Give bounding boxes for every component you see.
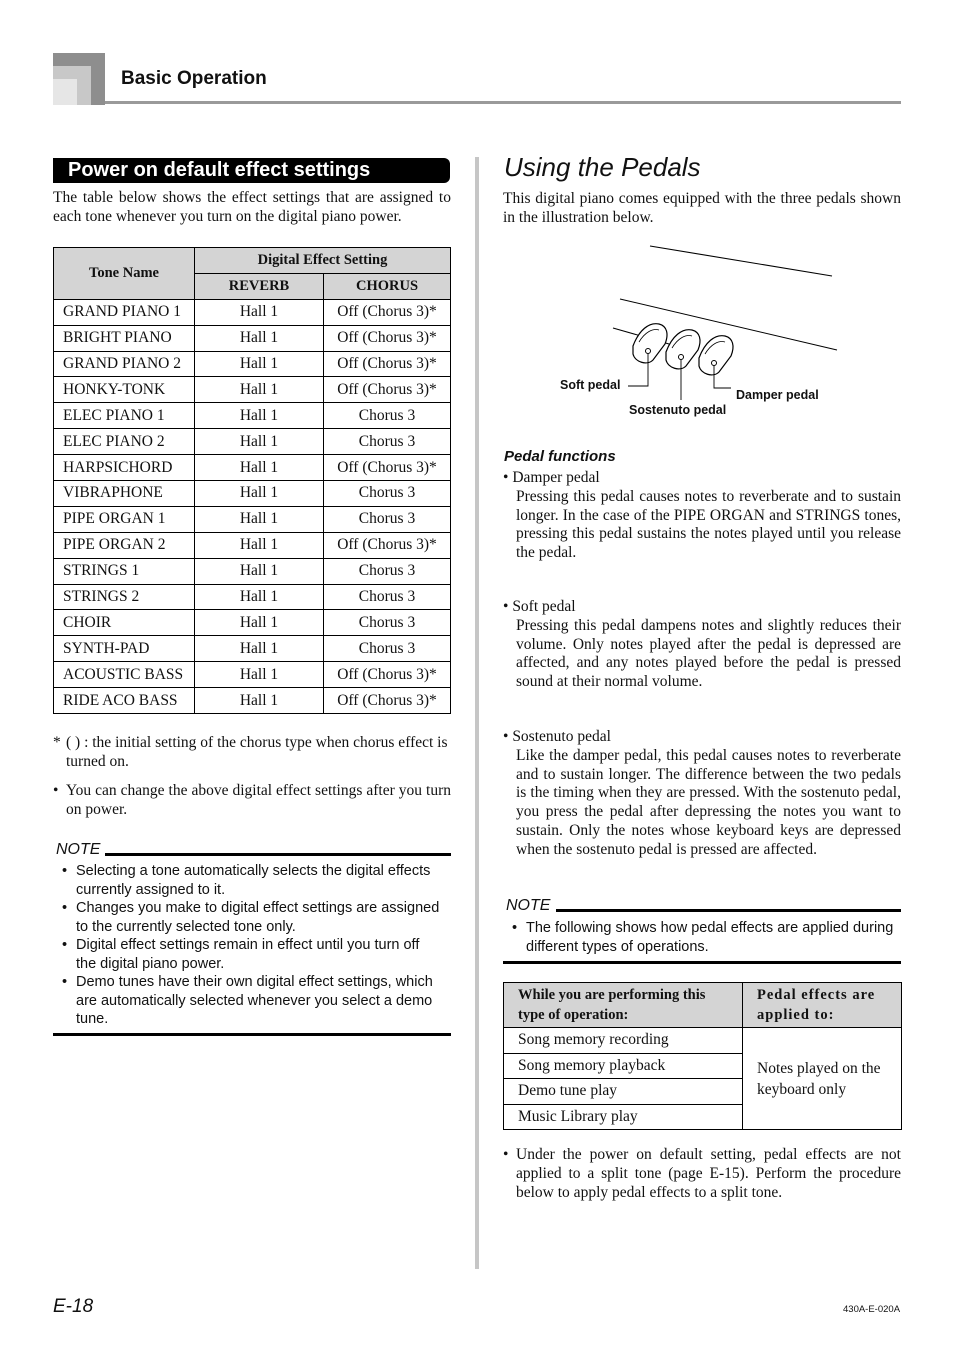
pedal-function-sostenuto: • Sostenuto pedal Like the damper pedal, this pedal causes notes to reverberate and to sustain longer. The difference between the two pedals is the timing when they are pressed. With the sostenuto pedal, you press the pedal after depressing the notes you want to sustain. Only the notes whose keyboard keys are depressed when the sostenuto pedal is pressed are affected. bbox=[503, 728, 901, 858]
note-rule bbox=[105, 853, 451, 856]
chorus-cell: Chorus 3 bbox=[324, 636, 451, 662]
tone-name-cell: RIDE ACO BASS bbox=[54, 688, 195, 714]
note-bottom-rule bbox=[53, 1033, 451, 1036]
tone-name-cell: GRAND PIANO 2 bbox=[54, 351, 195, 377]
chorus-cell: Off (Chorus 3)* bbox=[324, 688, 451, 714]
op-column-header-applied: Pedal effects are applied to: bbox=[743, 983, 902, 1028]
tone-name-cell: PIPE ORGAN 2 bbox=[54, 532, 195, 558]
reverb-cell: Hall 1 bbox=[195, 377, 324, 403]
chorus-cell: Off (Chorus 3)* bbox=[324, 351, 451, 377]
reverb-cell: Hall 1 bbox=[195, 558, 324, 584]
tone-name-cell: ELEC PIANO 2 bbox=[54, 429, 195, 455]
chorus-cell: Chorus 3 bbox=[324, 403, 451, 429]
note-item: • Selecting a tone automatically selects the digital effects currently assigned to it. bbox=[62, 863, 431, 898]
footnote-asterisk: * bbox=[53, 734, 61, 751]
reverb-cell: Hall 1 bbox=[195, 610, 324, 636]
reverb-cell: Hall 1 bbox=[195, 325, 324, 351]
bullet-text: Under the power on default setting, pedal effects are not applied to a split tone (page E-15). Perform the procedure below to apply pedal effects to a split tone. bbox=[516, 1146, 901, 1201]
table-footnote bbox=[53, 734, 451, 771]
sostenuto-pedal-label: Sostenuto pedal bbox=[629, 403, 727, 417]
table-row bbox=[54, 455, 451, 481]
reverb-cell: Hall 1 bbox=[195, 429, 324, 455]
note-item: • The following shows how pedal effects are applied during different types of operations. bbox=[512, 920, 894, 955]
footnote-text: ( ) : the initial setting of the chorus type when chorus effect is turned on. bbox=[66, 734, 448, 770]
soft-pedal-label: Soft pedal bbox=[560, 378, 621, 392]
op-column-header-operation: While you are performing this type of operation: bbox=[504, 983, 743, 1028]
tone-name-cell: SYNTH-PAD bbox=[54, 636, 195, 662]
document-code: 430A-E-020A bbox=[843, 1304, 901, 1315]
tone-name-cell: STRINGS 2 bbox=[54, 584, 195, 610]
tone-name-cell: CHOIR bbox=[54, 610, 195, 636]
reverb-cell: Hall 1 bbox=[195, 299, 324, 325]
op-row: Demo tune play bbox=[504, 1079, 743, 1105]
tone-name-cell: STRINGS 1 bbox=[54, 558, 195, 584]
op-row: Song memory playback bbox=[504, 1053, 743, 1079]
op-row: Music Library play bbox=[504, 1104, 743, 1130]
operation-table bbox=[503, 982, 902, 1130]
header-graphic-inner bbox=[53, 79, 77, 105]
tone-name-cell: GRAND PIANO 1 bbox=[54, 299, 195, 325]
reverb-cell: Hall 1 bbox=[195, 481, 324, 507]
table-row bbox=[54, 299, 451, 325]
table-row bbox=[54, 610, 451, 636]
tone-name-cell: VIBRAPHONE bbox=[54, 481, 195, 507]
table-row bbox=[54, 584, 451, 610]
bullet-dot: • bbox=[53, 782, 59, 799]
function-text: Like the damper pedal, this pedal causes notes to reverberate and to sustain longer. The difference between the two pedals is the timing when they are pressed. With the sostenuto pedal, you press the pedal after depressing the notes you want to sustain. Only the notes whose keyboard keys are depressed when the sostenuto pedal is pressed are affected. bbox=[516, 746, 901, 858]
pedals-intro: This digital piano comes equipped with the three pedals shown in the illustration below. bbox=[503, 190, 901, 226]
chapter-title: Basic Operation bbox=[121, 68, 267, 89]
op-applied-cell: Notes played on the keyboard only bbox=[743, 1028, 902, 1130]
pedal-functions-heading: Pedal functions bbox=[504, 448, 616, 465]
chorus-cell: Chorus 3 bbox=[324, 558, 451, 584]
note-label-right: NOTE bbox=[506, 897, 551, 914]
tone-name-cell: HARPSICHORD bbox=[54, 455, 195, 481]
function-text: Pressing this pedal causes notes to reverberate and to sustain longer. In the case of the PIPE ORGAN and STRINGS tones, pressing this pedal sustains the notes played until you release the pedal. bbox=[516, 487, 901, 562]
tone-name-cell: HONKY-TONK bbox=[54, 377, 195, 403]
chorus-cell: Chorus 3 bbox=[324, 429, 451, 455]
reverb-cell: Hall 1 bbox=[195, 506, 324, 532]
note-item: • Changes you make to digital effect settings are assigned to the currently selected tone only. bbox=[62, 900, 440, 935]
note-item: • Demo tunes have their own digital effect settings, which are automatically selected whenever you select a demo tune. bbox=[62, 974, 433, 1027]
table-row bbox=[54, 558, 451, 584]
table-row bbox=[54, 636, 451, 662]
table-row bbox=[54, 377, 451, 403]
chorus-cell: Off (Chorus 3)* bbox=[324, 377, 451, 403]
table-row bbox=[54, 481, 451, 507]
function-name: Damper pedal bbox=[512, 469, 600, 486]
page-title: Using the Pedals bbox=[504, 152, 701, 182]
pedal-function-soft: • Soft pedal Pressing this pedal dampens notes and slightly reduces their volume. Only notes played after the pedal is depressed are affected, and any notes played before the pedal is pressed sound at their normal volume. bbox=[503, 598, 901, 691]
op-row: Song memory recording bbox=[504, 1028, 743, 1054]
chorus-cell: Off (Chorus 3)* bbox=[324, 532, 451, 558]
tone-name-cell: BRIGHT PIANO bbox=[54, 325, 195, 351]
tone-name-cell: ELEC PIANO 1 bbox=[54, 403, 195, 429]
reverb-cell: Hall 1 bbox=[195, 584, 324, 610]
note-item: • Digital effect settings remain in effect until you turn off the digital piano power. bbox=[62, 937, 420, 972]
tone-name-cell: PIPE ORGAN 1 bbox=[54, 506, 195, 532]
note-label: NOTE bbox=[56, 841, 101, 858]
damper-pedal-label: Damper pedal bbox=[736, 388, 819, 402]
bullet-dot: • bbox=[503, 1146, 509, 1163]
page-number: E-18 bbox=[53, 1296, 94, 1317]
reverb-cell: Hall 1 bbox=[195, 403, 324, 429]
table-row bbox=[54, 506, 451, 532]
chorus-cell: Off (Chorus 3)* bbox=[324, 325, 451, 351]
note-bottom-rule-right bbox=[503, 961, 901, 964]
section-title-bar bbox=[53, 158, 450, 183]
table-row bbox=[54, 532, 451, 558]
chorus-cell: Chorus 3 bbox=[324, 481, 451, 507]
effect-table-body bbox=[54, 299, 451, 713]
intro-paragraph: The table below shows the effect settings that are assigned to each tone whenever you turn on the digital piano power. bbox=[53, 189, 451, 225]
chorus-cell: Chorus 3 bbox=[324, 610, 451, 636]
pedal-function-damper: • Damper pedal Pressing this pedal causes notes to reverberate and to sustain longer. In the case of the PIPE ORGAN and STRINGS tones, pressing this pedal sustains the notes played until you release the pedal. bbox=[503, 469, 901, 562]
tone-name-cell: ACOUSTIC BASS bbox=[54, 662, 195, 688]
reverb-cell: Hall 1 bbox=[195, 688, 324, 714]
reverb-cell: Hall 1 bbox=[195, 455, 324, 481]
bullet-item bbox=[53, 782, 451, 819]
table-row bbox=[54, 688, 451, 714]
section-title: Power on default effect settings bbox=[68, 159, 371, 181]
function-text: Pressing this pedal dampens notes and slightly reduces their volume. Only notes played after the pedal is depressed are affected, and any notes played before the pedal is pressed sound at their normal volume. bbox=[516, 616, 901, 691]
table-row bbox=[54, 403, 451, 429]
reverb-cell: Hall 1 bbox=[195, 351, 324, 377]
sostenuto-pedal-shape bbox=[666, 330, 700, 369]
column-header-group: Digital Effect Setting bbox=[195, 248, 451, 274]
chorus-cell: Off (Chorus 3)* bbox=[324, 662, 451, 688]
chorus-cell: Chorus 3 bbox=[324, 506, 451, 532]
header-rule bbox=[105, 101, 901, 104]
chorus-cell: Chorus 3 bbox=[324, 584, 451, 610]
reverb-cell: Hall 1 bbox=[195, 636, 324, 662]
table-row bbox=[54, 325, 451, 351]
damper-pedal-shape bbox=[699, 336, 733, 375]
column-header-tone: Tone Name bbox=[54, 248, 195, 300]
chorus-cell: Off (Chorus 3)* bbox=[324, 455, 451, 481]
column-header-reverb: REVERB bbox=[195, 273, 324, 299]
split-tone-bullet bbox=[503, 1146, 901, 1202]
table-row bbox=[54, 429, 451, 455]
function-name: Soft pedal bbox=[512, 598, 576, 615]
table-row bbox=[54, 662, 451, 688]
reverb-cell: Hall 1 bbox=[195, 662, 324, 688]
soft-pedal-shape bbox=[633, 324, 667, 363]
column-divider bbox=[475, 157, 479, 1269]
function-name: Sostenuto pedal bbox=[512, 728, 611, 745]
effect-settings-table bbox=[53, 247, 451, 714]
note-rule-right bbox=[556, 909, 901, 912]
bullet-text: You can change the above digital effect settings after you turn on power. bbox=[66, 782, 451, 818]
note-list-right bbox=[503, 919, 901, 956]
note-list bbox=[53, 862, 443, 1029]
reverb-cell: Hall 1 bbox=[195, 532, 324, 558]
column-header-chorus: CHORUS bbox=[324, 273, 451, 299]
table-row bbox=[54, 351, 451, 377]
chorus-cell: Off (Chorus 3)* bbox=[324, 299, 451, 325]
